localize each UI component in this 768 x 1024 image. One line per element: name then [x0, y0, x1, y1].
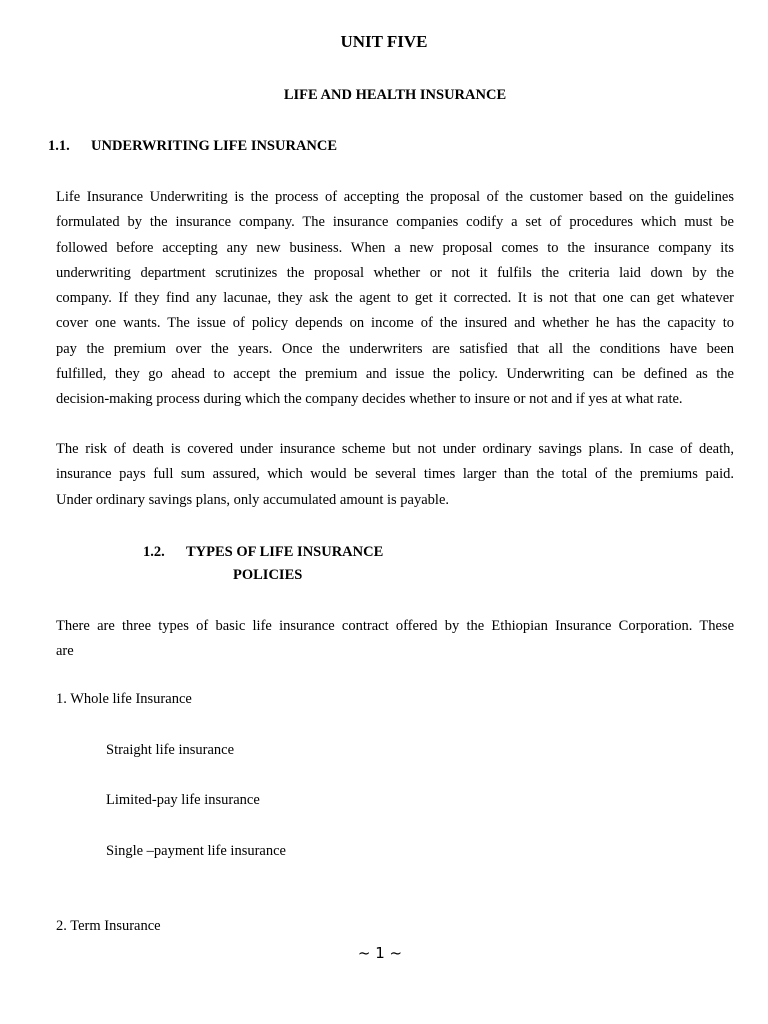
sub-item-straight-life: Straight life insurance	[106, 742, 235, 758]
paragraph-line: company. If they find any lacunae, they ask the agent to get it corrected. It is not that one can get whatever	[56, 290, 734, 307]
section-heading-text: UNDERWRITING LIFE INSURANCE	[91, 138, 338, 154]
section-heading-text: TYPES OF LIFE INSURANCE	[186, 544, 384, 560]
paragraph-line: underwriting department scrutinizes the proposal whether or not it fulfils the criteria laid down by the	[56, 264, 734, 281]
sub-item-single-payment: Single –payment life insurance	[106, 843, 286, 859]
list-item-term-insurance: 2. Term Insurance	[56, 918, 161, 934]
underwriting-paragraph	[56, 185, 734, 413]
paragraph-line: There are three types of basic life insurance contract offered by the Ethiopian Insurance Corporation. These	[56, 618, 734, 634]
section-heading-continuation: POLICIES	[233, 567, 303, 583]
paragraph-line: insurance pays full sum assured, which would be several times larger than the total of the premiums paid.	[56, 466, 734, 483]
paragraph-line: pay the premium over the years. Once the underwriters are satisfied that all the conditions have been	[56, 340, 734, 357]
paragraph-line: followed before accepting any new business. When a new proposal comes to the insurance company its	[56, 239, 734, 256]
chapter-title: LIFE AND HEALTH INSURANCE	[283, 87, 507, 103]
section-heading-1-2	[143, 541, 383, 587]
page-number: ~ 1 ~	[357, 944, 403, 962]
sub-item-limited-pay: Limited-pay life insurance	[106, 792, 260, 808]
section-number: 1.2.	[143, 544, 165, 560]
paragraph-line: fulfilled, they go ahead to accept the premium and issue the policy. Underwriting can be defined as the	[56, 366, 734, 383]
risk-of-death-paragraph	[56, 437, 734, 513]
unit-title: UNIT FIVE	[340, 32, 428, 51]
paragraph-line: decision-making process during which the company decides whether to insure or not and if yes at what rate.	[56, 391, 683, 408]
paragraph-line: formulated by the insurance company. The insurance companies codify a set of procedures which must be	[56, 214, 734, 231]
paragraph-line: The risk of death is covered under insurance scheme but not under ordinary savings plans. In case of death,	[56, 441, 734, 457]
paragraph-line: are	[56, 643, 74, 660]
paragraph-line: cover one wants. The issue of policy depends on income of the insured and whether he has the capacity to	[56, 315, 734, 332]
paragraph-line: Under ordinary savings plans, only accumulated amount is payable.	[56, 491, 450, 508]
section-number: 1.1.	[48, 138, 70, 154]
section-heading-1-1	[48, 138, 337, 155]
policy-types-intro	[56, 614, 734, 665]
list-item-whole-life: 1. Whole life Insurance	[56, 691, 192, 707]
paragraph-line: Life Insurance Underwriting is the process of accepting the proposal of the customer based on the guidelines	[56, 189, 734, 205]
